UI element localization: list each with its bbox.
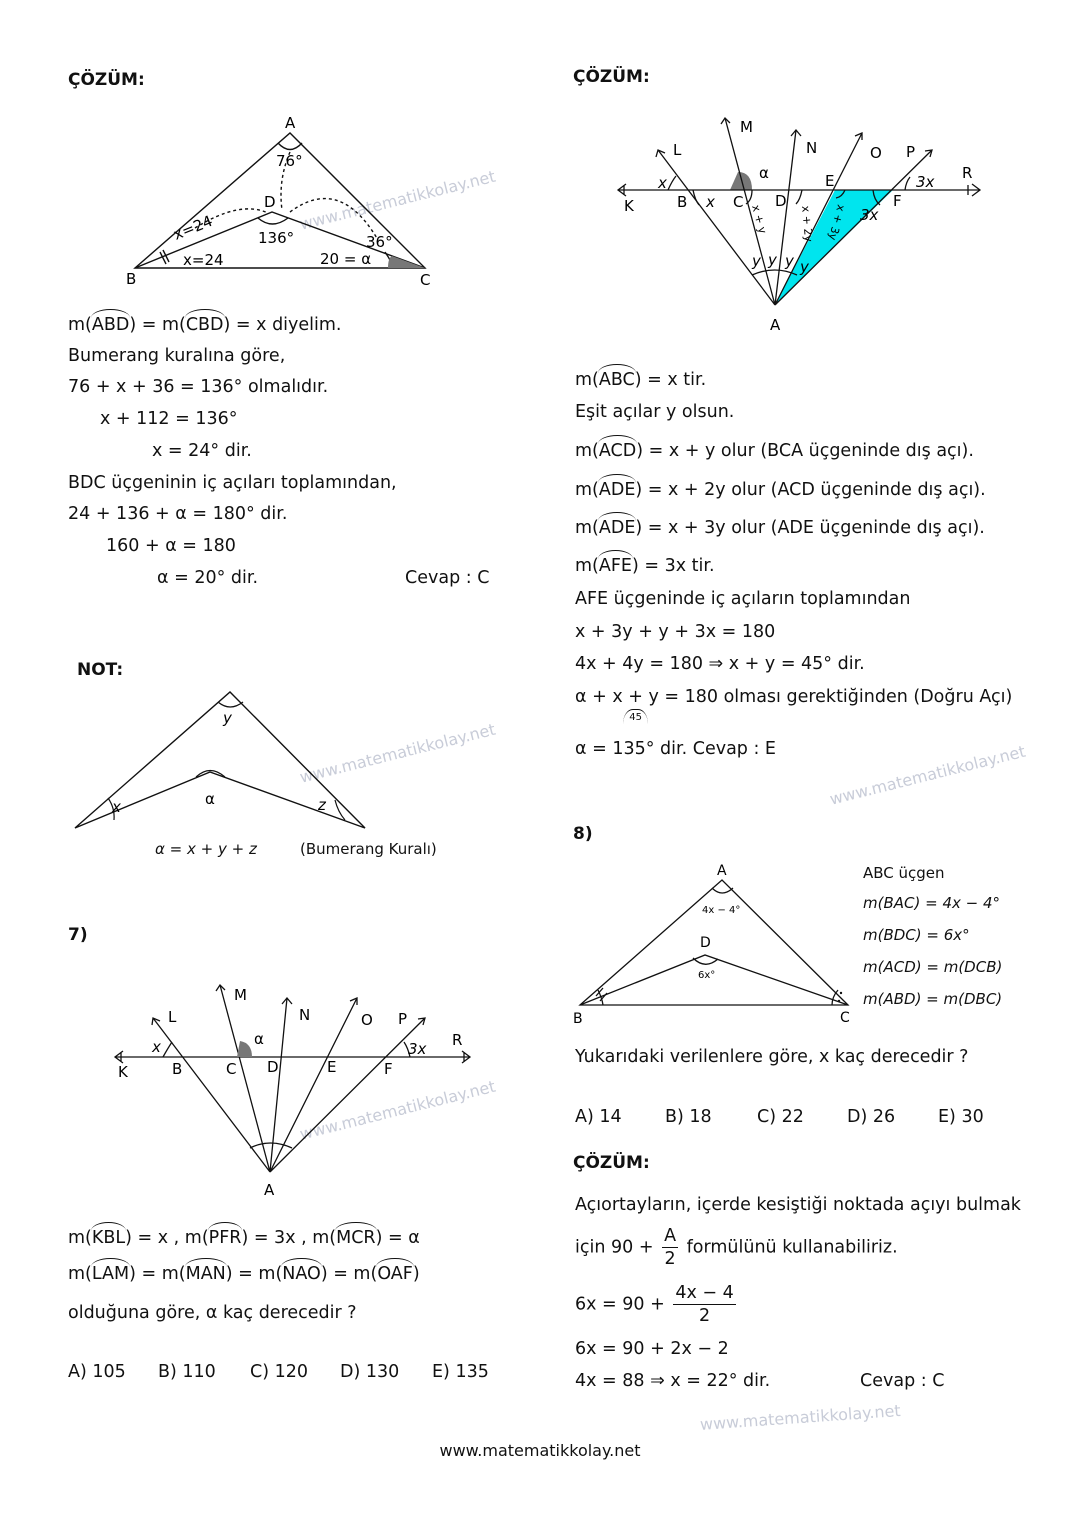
question-line bbox=[68, 1263, 420, 1285]
watermark: www.matematikkolay.net bbox=[297, 166, 498, 234]
text-segment: x + 112 = 136° bbox=[100, 409, 238, 429]
point-label: M bbox=[740, 118, 753, 136]
denominator: 2 bbox=[698, 1306, 711, 1326]
option-e[interactable]: E) 30 bbox=[938, 1107, 984, 1127]
fraction bbox=[662, 1225, 678, 1270]
text-segment: Eşit açılar y olsun. bbox=[575, 402, 735, 422]
given-line: m(ABD) = m(DBC) bbox=[863, 990, 1003, 1008]
solution-line bbox=[575, 1338, 729, 1360]
text-segment: α = 135° dir. Cevap : E bbox=[575, 739, 776, 759]
text-segment: ) = m( bbox=[129, 315, 186, 335]
point-label: A bbox=[770, 316, 781, 334]
solution-line bbox=[575, 621, 775, 643]
option-e[interactable]: E) 135 bbox=[432, 1362, 489, 1382]
solution-line bbox=[68, 503, 287, 525]
solution-line bbox=[575, 1282, 739, 1327]
angle-label: 4x − 4° bbox=[702, 905, 741, 916]
vertex-label: D bbox=[264, 193, 276, 211]
brace-value: 45 bbox=[623, 709, 648, 724]
solution-heading: ÇÖZÜM: bbox=[68, 70, 145, 90]
solution-line bbox=[152, 440, 252, 462]
solution-line bbox=[575, 1194, 1021, 1216]
braced-expression: x + y bbox=[612, 687, 659, 707]
text-segment: 24 + 136 + α = 180° dir. bbox=[68, 504, 288, 524]
watermark: www.matematikkolay.net bbox=[297, 719, 498, 787]
angle-label: x=24 bbox=[183, 251, 224, 269]
answer: Cevap : C bbox=[405, 568, 490, 588]
angle-label: z bbox=[318, 796, 326, 814]
angle-label: y bbox=[752, 252, 761, 270]
text-segment: BDC üçgeninin iç açıları toplamından, bbox=[68, 473, 397, 493]
option-a[interactable]: A) 14 bbox=[575, 1107, 622, 1127]
angle-label: x + 2y bbox=[799, 205, 816, 243]
angle-notation: ACD bbox=[598, 441, 637, 461]
solution-line bbox=[575, 555, 715, 577]
solution-line bbox=[575, 588, 910, 610]
angle-label: x bbox=[706, 193, 715, 211]
angle-label: x bbox=[152, 1038, 161, 1056]
solution-heading: ÇÖZÜM: bbox=[573, 67, 650, 87]
point-label: R bbox=[452, 1031, 463, 1049]
text-segment: ) = 3x tir. bbox=[631, 556, 715, 576]
vertex-label: A bbox=[285, 114, 296, 132]
solution-line bbox=[575, 517, 985, 539]
option-c[interactable]: C) 120 bbox=[250, 1362, 309, 1382]
angle-notation: PFR bbox=[208, 1228, 242, 1248]
point-label: O bbox=[870, 144, 882, 162]
angle-label: y bbox=[800, 258, 809, 276]
underbrace bbox=[612, 686, 659, 724]
text-segment: 6x = 90 + bbox=[575, 1294, 671, 1315]
text-segment: ) = x tir. bbox=[634, 370, 707, 390]
point-label: C bbox=[226, 1060, 237, 1078]
angle-notation: CBD bbox=[185, 315, 224, 335]
question-line bbox=[68, 1302, 357, 1324]
angle-label: y bbox=[768, 251, 777, 269]
angle-label: α bbox=[254, 1030, 264, 1048]
point-label: E bbox=[825, 172, 835, 190]
text-segment: α = 20° dir. bbox=[157, 568, 259, 588]
solution-line bbox=[68, 472, 397, 494]
answer: Cevap : C bbox=[860, 1371, 945, 1391]
point-label: K bbox=[118, 1063, 128, 1081]
text-segment: x + 3y + y + 3x = 180 bbox=[575, 622, 776, 642]
option-d[interactable]: D) 26 bbox=[847, 1107, 896, 1127]
angle-label: 3x bbox=[860, 206, 879, 224]
point-label: F bbox=[384, 1060, 393, 1078]
text-segment: formülünü kullanabiliriz. bbox=[681, 1237, 898, 1258]
given-line: ABC üçgen bbox=[863, 864, 945, 882]
footer-url[interactable]: www.matematikkolay.net bbox=[439, 1441, 641, 1460]
point-label: P bbox=[398, 1010, 408, 1028]
point-label: F bbox=[893, 192, 902, 210]
text-segment: ) = x , m( bbox=[125, 1228, 209, 1248]
watermark: www.matematikkolay.net bbox=[699, 1400, 902, 1434]
text-segment: Bumerang kuralına göre, bbox=[68, 346, 286, 366]
rule-name: (Bumerang Kuralı) bbox=[300, 840, 437, 858]
watermark: www.matematikkolay.net bbox=[827, 741, 1028, 809]
fraction bbox=[673, 1282, 735, 1327]
given-line: m(ACD) = m(DCB) bbox=[863, 958, 1003, 976]
angle-notation: NAO bbox=[282, 1264, 321, 1284]
text-segment: ) = 3x , m( bbox=[241, 1228, 337, 1248]
text-segment: = 180 olması gerektiğinden (Doğru Açı) bbox=[658, 687, 1013, 707]
angle-label: 6x° bbox=[698, 970, 716, 981]
text-segment: m( bbox=[575, 518, 599, 538]
question-text: Yukarıdaki verilenlere göre, x kaç derecedir ? bbox=[575, 1047, 969, 1067]
point-label: P bbox=[906, 143, 916, 161]
angle-label: x + 3y bbox=[825, 203, 848, 242]
denominator: 2 bbox=[664, 1249, 676, 1269]
angle-label: x=24 bbox=[170, 211, 216, 244]
numerator: A bbox=[664, 1226, 677, 1246]
solution-line bbox=[575, 369, 706, 391]
solution-line bbox=[100, 408, 238, 430]
point-label: B bbox=[172, 1060, 183, 1078]
solution-line bbox=[575, 479, 986, 501]
point-label: N bbox=[299, 1006, 311, 1024]
text-segment: ) = m( bbox=[320, 1264, 378, 1284]
point-label: K bbox=[624, 197, 634, 215]
angle-notation: ABC bbox=[598, 370, 635, 390]
vertex-label: B bbox=[573, 1011, 583, 1027]
text-segment: 4x = 88 ⇒ x = 22° dir. bbox=[575, 1371, 771, 1391]
question-line bbox=[68, 1227, 420, 1249]
option-b[interactable]: B) 18 bbox=[665, 1107, 712, 1127]
note-heading: NOT: bbox=[77, 660, 124, 680]
angle-label: x bbox=[112, 798, 121, 816]
text-segment: m( bbox=[575, 556, 599, 576]
angle-notation: OAF bbox=[377, 1264, 413, 1284]
option-b[interactable]: B) 110 bbox=[158, 1362, 216, 1382]
text-segment: m( bbox=[575, 370, 599, 390]
angle-label: 20 = α bbox=[320, 250, 372, 268]
point-label: L bbox=[168, 1008, 177, 1026]
solution-line bbox=[575, 653, 865, 675]
angle-label: x + y bbox=[749, 203, 770, 236]
text-segment: ) = x + 2y olur (ACD üçgeninde dış açı). bbox=[635, 480, 986, 500]
text-segment: ) = m( bbox=[225, 1264, 283, 1284]
given-line: m(BAC) = 4x − 4° bbox=[863, 894, 1001, 912]
text-segment: ) = m( bbox=[129, 1264, 186, 1284]
angle-label: 36° bbox=[366, 233, 393, 251]
text-segment: ) = x + y olur (BCA üçgeninde dış açı). bbox=[636, 441, 974, 461]
text-segment: m( bbox=[68, 1264, 92, 1284]
angle-notation: AFE bbox=[598, 556, 632, 576]
angle-notation: LAM bbox=[91, 1264, 130, 1284]
vertex-label: D bbox=[700, 935, 711, 951]
angle-notation: ADE bbox=[598, 480, 636, 500]
text-segment: Açıortayların, içerde kesiştiği noktada açıyı bulmak bbox=[575, 1195, 1021, 1215]
text-segment: 160 + α = 180 bbox=[106, 536, 236, 556]
text-segment: m( bbox=[68, 315, 92, 335]
point-label: E bbox=[327, 1058, 337, 1076]
angle-label: 3x bbox=[916, 173, 935, 191]
angle-notation: ADE bbox=[598, 518, 636, 538]
text-segment: 6x = 90 + 2x − 2 bbox=[575, 1339, 729, 1359]
point-label: C bbox=[733, 193, 744, 211]
solution-line bbox=[575, 1225, 898, 1270]
text-segment: ) = x + 3y olur (ADE üçgeninde dış açı). bbox=[635, 518, 985, 538]
solution-line bbox=[157, 567, 258, 589]
point-label: N bbox=[806, 139, 818, 157]
question-number: 7) bbox=[68, 925, 88, 945]
point-label: A bbox=[264, 1181, 275, 1199]
numerator: 4x − 4 bbox=[675, 1283, 734, 1303]
solution-line bbox=[106, 535, 236, 557]
given-line: m(BDC) = 6x° bbox=[863, 926, 970, 944]
point-label: R bbox=[962, 164, 973, 182]
point-label: D bbox=[775, 192, 787, 210]
solution-line bbox=[575, 401, 734, 423]
text-segment: için 90 + bbox=[575, 1237, 660, 1258]
solution-line bbox=[68, 314, 342, 336]
solution-heading: ÇÖZÜM: bbox=[573, 1153, 650, 1173]
option-a[interactable]: A) 105 bbox=[68, 1362, 126, 1382]
angle-label: x bbox=[658, 174, 667, 192]
solution-line bbox=[575, 1370, 770, 1392]
solution-line bbox=[575, 686, 1012, 724]
point-label: M bbox=[234, 986, 247, 1004]
angle-label: α bbox=[205, 790, 215, 808]
point-label: L bbox=[673, 141, 682, 159]
option-d[interactable]: D) 130 bbox=[340, 1362, 400, 1382]
point-label: D bbox=[267, 1058, 279, 1076]
angle-label: y bbox=[785, 252, 794, 270]
text-segment: AFE üçgeninde iç açıların toplamından bbox=[575, 589, 911, 609]
question-number: 8) bbox=[573, 824, 593, 844]
text-segment: ) bbox=[412, 1264, 420, 1284]
angle-notation: KBL bbox=[91, 1228, 126, 1248]
vertex-label: B bbox=[126, 270, 137, 288]
text-segment: 76 + x + 36 = 136° olmalıdır. bbox=[68, 377, 329, 397]
angle-arc-a bbox=[278, 143, 302, 150]
text-segment: m( bbox=[68, 1228, 92, 1248]
angle-notation: MAN bbox=[185, 1264, 226, 1284]
vertex-label: A bbox=[717, 863, 727, 879]
angle-notation: ABD bbox=[91, 315, 130, 335]
text-segment: olduğuna göre, α kaç derecedir ? bbox=[68, 1303, 357, 1323]
rule-formula: α = x + y + z bbox=[155, 840, 257, 858]
watermark: www.matematikkolay.net bbox=[297, 1076, 498, 1144]
text-segment: ) = α bbox=[375, 1228, 420, 1248]
text-segment: 4x + 4y = 180 ⇒ x + y = 45° dir. bbox=[575, 654, 865, 674]
option-c[interactable]: C) 22 bbox=[757, 1107, 804, 1127]
angle-label: 76° bbox=[276, 152, 303, 170]
vertex-label: C bbox=[840, 1010, 850, 1026]
text-segment: ) = x diyelim. bbox=[223, 315, 342, 335]
vertex-label: C bbox=[420, 271, 431, 289]
text-segment: x = 24° dir. bbox=[152, 441, 252, 461]
point-label: B bbox=[677, 193, 688, 211]
angle-label: α bbox=[759, 164, 769, 182]
angle-label: 136° bbox=[258, 229, 295, 247]
solution-line bbox=[575, 738, 776, 760]
angle-label: 3x bbox=[408, 1040, 427, 1058]
angle-arc-d bbox=[258, 218, 288, 224]
text-segment: m( bbox=[575, 480, 599, 500]
angle-notation: MCR bbox=[336, 1228, 376, 1248]
text-segment: m( bbox=[575, 441, 599, 461]
point-label: O bbox=[361, 1011, 373, 1029]
angle-label: y bbox=[223, 709, 232, 727]
solution-line bbox=[575, 440, 974, 462]
solution-line bbox=[68, 345, 285, 367]
text-segment: α + bbox=[575, 687, 613, 707]
solution-line bbox=[68, 376, 328, 398]
